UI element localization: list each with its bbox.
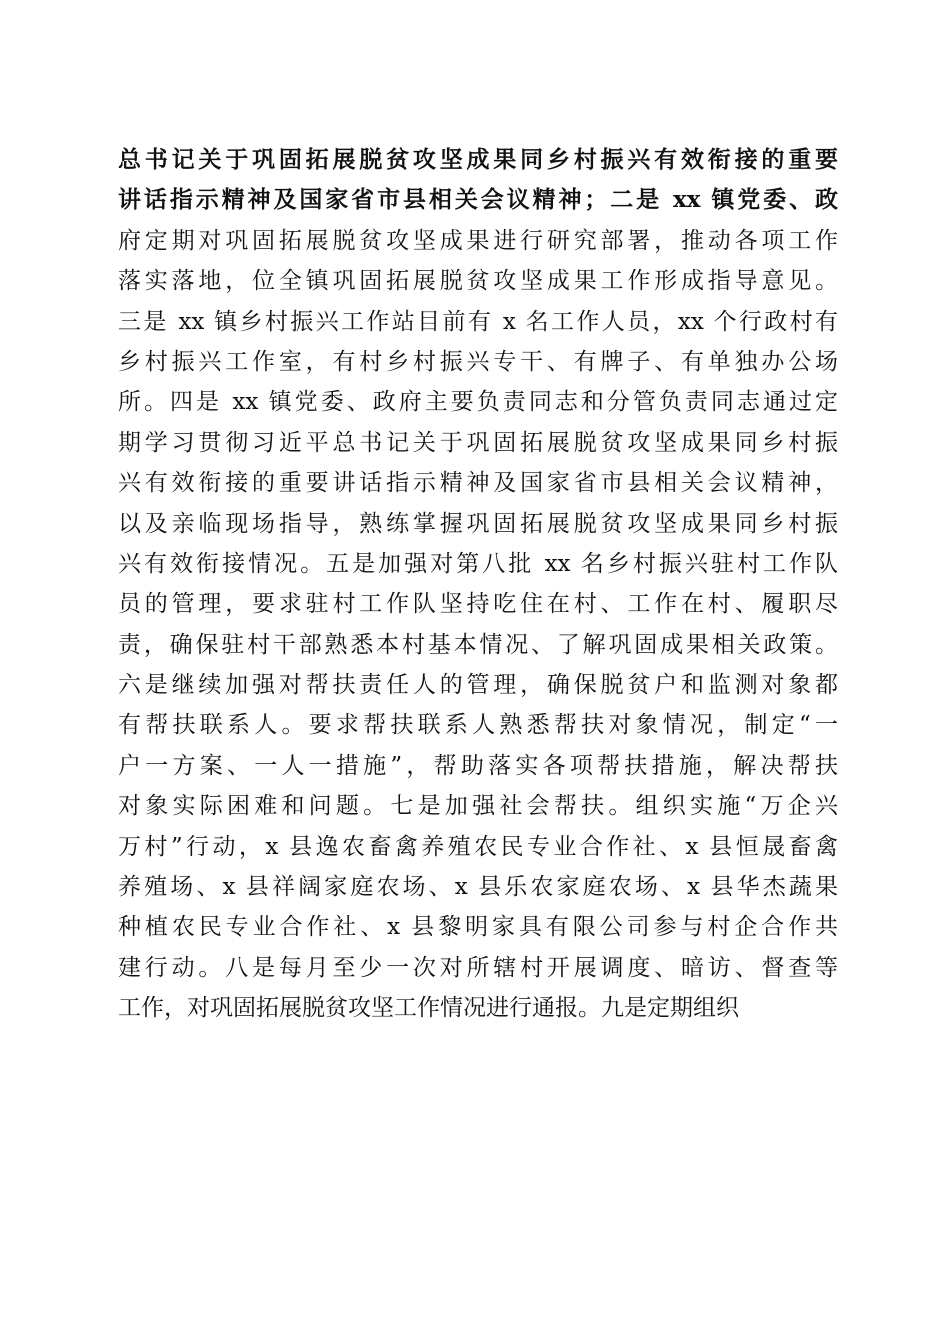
text-line: 户一方案、一人一措施”，帮助落实各项帮扶措施，解决帮扶	[118, 752, 838, 779]
text-line: 员的管理，要求驻村工作队坚持吃住在村、工作在村、履职尽	[118, 591, 838, 618]
text-line: 期学习贯彻习近平总书记关于巩固拓展脱贫攻坚成果同乡村振	[118, 429, 838, 456]
text-line: 万村”行动，x 县逸农畜禽养殖农民专业合作社、x 县恒晟畜禽	[118, 833, 838, 860]
text-line: 讲话指示精神及国家省市县相关会议精神；二是 xx 镇党委、政	[118, 186, 838, 214]
text-line: 总书记关于巩固拓展脱贫攻坚成果同乡村振兴有效衔接的重要	[118, 146, 838, 173]
text-line: 府定期对巩固拓展脱贫攻坚成果进行研究部署，推动各项工作	[118, 227, 838, 254]
text-line: 兴有效衔接情况。五是加强对第八批 xx 名乡村振兴驻村工作队	[118, 550, 838, 577]
text-line: 落实落地，位全镇巩固拓展脱贫攻坚成果工作形成指导意见。	[118, 268, 838, 295]
text-line: 工作，对巩固拓展脱贫攻坚工作情况进行通报。九是定期组织	[118, 995, 739, 1022]
text-line: 所。四是 xx 镇党委、政府主要负责同志和分管负责同志通过定	[118, 389, 838, 416]
text-line: 对象实际困难和问题。七是加强社会帮扶。组织实施“万企兴	[118, 793, 838, 820]
text-line: 以及亲临现场指导，熟练掌握巩固拓展脱贫攻坚成果同乡村振	[118, 510, 838, 537]
text-line: 三是 xx 镇乡村振兴工作站目前有 x 名工作人员，xx 个行政村有	[118, 308, 838, 335]
text-line: 责，确保驻村干部熟悉本村基本情况、了解巩固成果相关政策。	[118, 631, 838, 658]
text-line: 六是继续加强对帮扶责任人的管理，确保脱贫户和监测对象都	[118, 672, 838, 699]
text-line: 有帮扶联系人。要求帮扶联系人熟悉帮扶对象情况，制定“一	[118, 712, 838, 739]
body-paragraph	[118, 140, 838, 1029]
text-line: 兴有效衔接的重要讲话指示精神及国家省市县相关会议精神，	[118, 470, 838, 497]
text-line: 养殖场、x 县祥阔家庭农场、x 县乐农家庭农场、x 县华杰蔬果	[118, 874, 838, 901]
text-line: 种植农民专业合作社、x 县黎明家具有限公司参与村企合作共	[118, 914, 838, 941]
text-line: 建行动。八是每月至少一次对所辖村开展调度、暗访、督查等	[118, 954, 838, 981]
text-line: 乡村振兴工作室，有村乡村振兴专干、有牌子、有单独办公场	[118, 348, 838, 375]
